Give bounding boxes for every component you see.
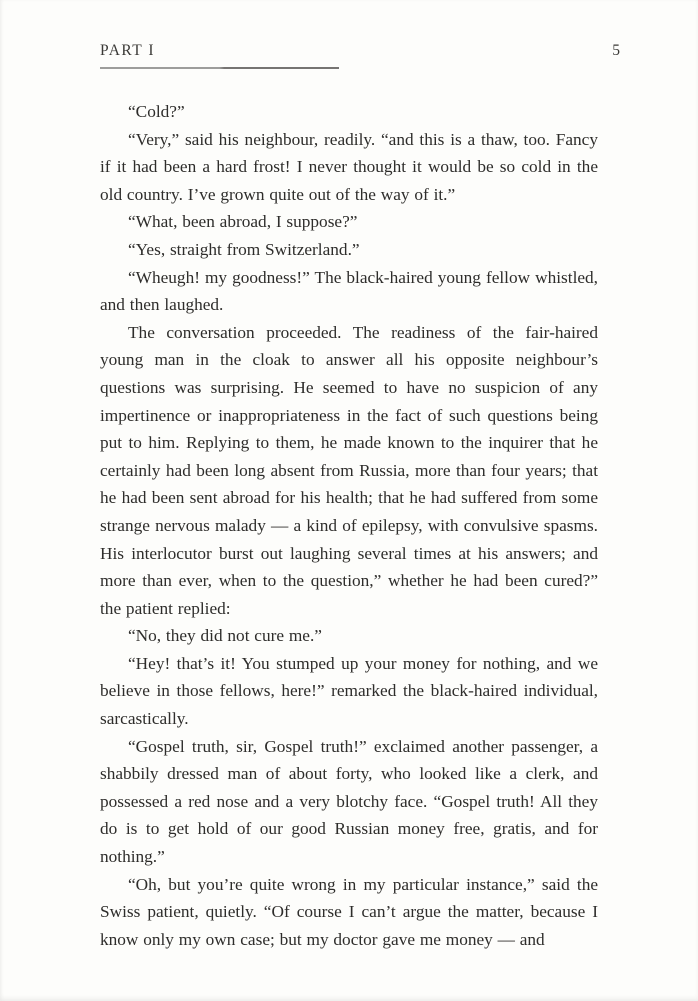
paragraph: “Yes, straight from Switzerland.”	[128, 239, 360, 259]
paragraph: “Hey! that’s it! You stumped up your money for nothing, and we believe in those fellows, here!” remarked the black-haired individual, sarcastically.	[100, 653, 598, 729]
paragraph: “Wheugh! my goodness!” The black-haired young fellow whistled, and then laughed.	[100, 267, 598, 315]
running-header	[100, 42, 620, 60]
header-rule	[100, 67, 339, 69]
paragraph: “No, they did not cure me.”	[128, 626, 322, 646]
paragraph: “Oh, but you’re quite wrong in my particular instance,” said the Swiss patient, quietly. “Of course I can’t argue the matter, because I know only my own case; but my doctor gave me money — and	[100, 874, 598, 949]
paragraph: “Gospel truth, sir, Gospel truth!” exclaimed another passenger, a shabbily dressed man of about forty, who looked like a clerk, and possessed a red nose and a very blotchy face. “Gospel truth! All they do is to get hold of our good Russian money free, gratis, and for nothing.”	[100, 736, 598, 867]
paragraph: “What, been abroad, I suppose?”	[128, 212, 358, 232]
page-body	[100, 98, 598, 953]
page-header	[100, 42, 620, 69]
running-header-section: PART I	[100, 42, 156, 59]
page-number: 5	[612, 42, 620, 59]
paragraph: “Very,” said his neighbour, readily. “and this is a thaw, too. Fancy if it had been a hard frost! I never thought it would be so cold in the old country. I’ve grown quite out of the way of it.”	[100, 129, 598, 204]
paragraph: The conversation proceeded. The readiness of the fair-haired young man in the cloak to answer all his opposite neighbour’s questions was surprising. He seemed to have no suspicion of any impertinence or inappropriateness in the fact of such questions being put to him. Replying to them, he made known to the inquirer that he certainly had been long absent from Russia, more than four years; that he had been sent abroad for his health; that he had suffered from some strange nervous malady — a kind of epilepsy, with convulsive spasms. His interlocutor burst out laughing several times at his answers; and more than ever, when to the question,” whether he had been cured?” the patient replied:	[100, 322, 598, 618]
paragraph: “Cold?”	[128, 102, 185, 121]
